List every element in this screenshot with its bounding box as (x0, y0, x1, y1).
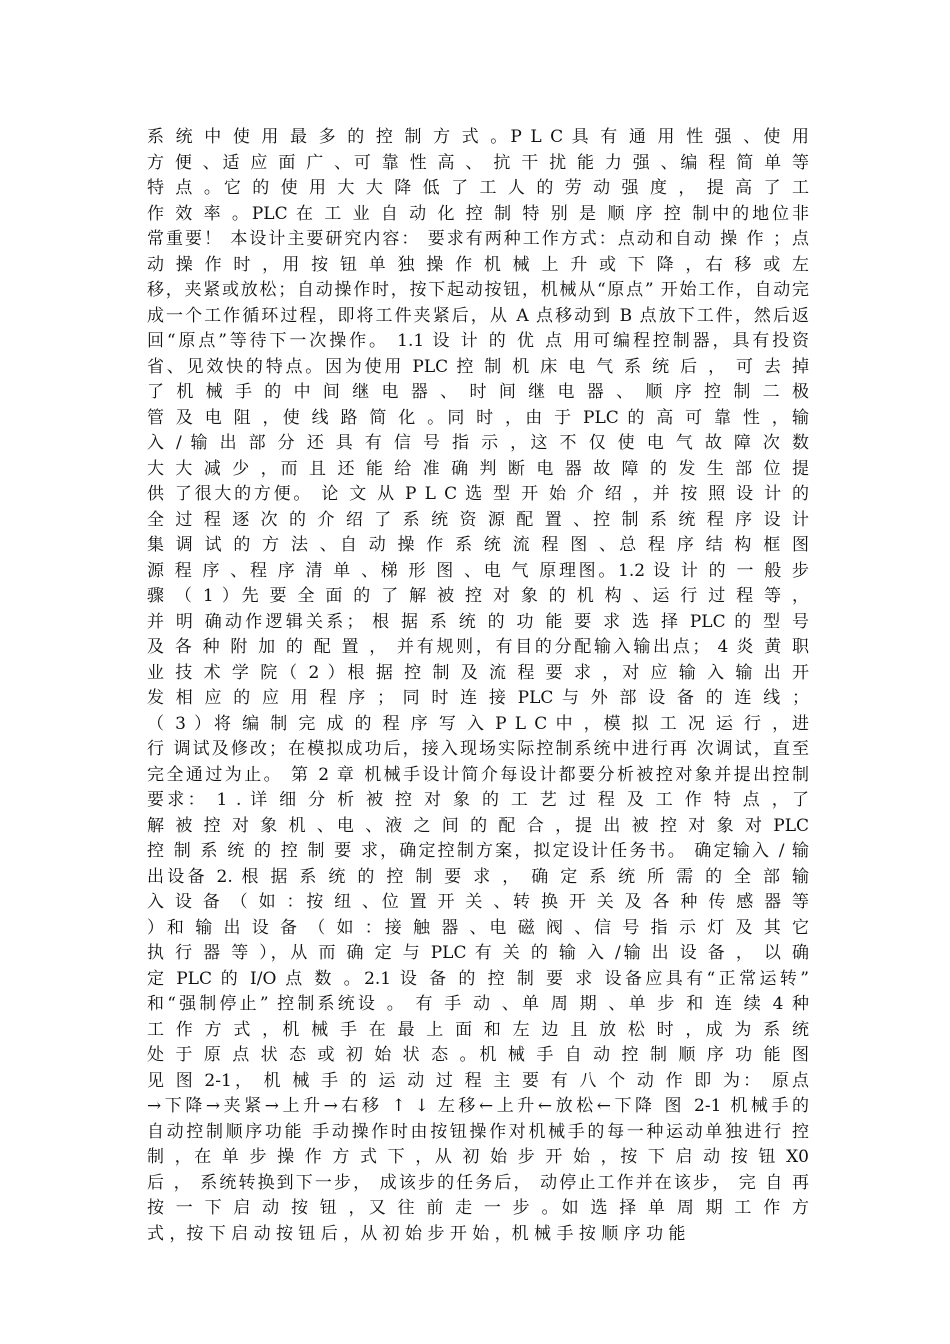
text-line: 回“原点”等待下一次操作。 1.1 设 计 的 优 点 用可编程控制器，具有投资 (147, 331, 809, 351)
text-line: 方 便 、适 应 面 广 、可 靠 性 高 、 抗 干 扰 能 力 强 、编 程 简 单 等 (147, 152, 809, 173)
text-line: 行 调试及修改；在模拟成功后，接入现场实际控制系统中进行再 次调试，直至 (147, 739, 809, 759)
text-line: 要求： 1 . 详 细 分 析 被 控 对 象 的 工 艺 过 程 及 工 作 特 点 ，了 (147, 790, 809, 810)
text-line: 式 ，按 下 启 动 按 钮 后 ，从 初 始 步 开 始 ，机 械 手 按 顺 序 功 能 (147, 1223, 686, 1244)
text-line: 见 图 2-1， 机 械 手 的 运 动 过 程 主 要 有 八 个 动 作 即 为： 原点 (147, 1070, 809, 1091)
text-line: 管 及 电 阻 ，使 线 路 简 化 。同 时 ，由 于 PLC 的 高 可 靠 性 ，输 (147, 407, 809, 428)
text-line: 全 过 程 逐 次 的 介 绍 了 系 统 资 源 配 置 、控 制 系 统 程 序 设 计 (147, 509, 809, 530)
text-line: 处 于 原 点 状 态 或 初 始 状 态 。机 械 手 自 动 控 制 顺 序 功 能 图 (147, 1045, 809, 1065)
text-line: 源 程 序 、程 序 清 单 、梯 形 图 、电 气 原理图。1.2 设 计 的 一 般 步 (147, 560, 809, 581)
text-line: 自动控制顺序功能 手动操作时由按钮操作对机械手的每一种运动单独进行 控 (147, 1121, 809, 1142)
text-line: 后 ， 系统转换到下一步， 成该步的任务后， 动停止工作并在该步， 完 自 再 (147, 1172, 809, 1193)
text-line: 骤 （ 1 ）先 要 全 面 的 了 解 被 控 对 象 的 机 构 、运 行 过 程 等 ， (147, 586, 809, 606)
text-line: 制 ，在 单 步 操 作 方 式 下 ，从 初 始 步 开 始 ，按 下 启 动 按 钮 X0 (147, 1147, 809, 1167)
text-line: 了 机 械 手 的 中 间 继 电 器 、 时 间 继 电 器 、 顺 序 控 制 二 极 (147, 382, 809, 402)
text-line: 工 作 方 式 ，机 械 手 在 最 上 面 和 左 边 且 放 松 时 ，成 为 系 统 (147, 1019, 809, 1040)
text-line: 供 了很大的方便。 论 文 从 P L C 选 型 开 始 介 绍 ，并 按 照 设 计 的 (147, 484, 809, 504)
text-line: →下降→夹紧→上升→右移 ↑ ↓ 左移←上升←放松←下降 图 2-1 机械手的 (147, 1096, 809, 1116)
text-line: 定 PLC 的 I/O 点 数 。2.1 设 备 的 控 制 要 求 设备应具有“正常运转” (147, 968, 809, 989)
text-line: 作 效 率 。PLC 在 工 业 自 动 化 控 制 特 别 是 顺 序 控 制中的地位非 (147, 203, 809, 224)
text-line: 入 / 输 出 部 分 还 具 有 信 号 指 示 ，这 不 仅 使 电 气 故 障 次 数 (147, 433, 809, 453)
text-line: 大 大 减 少 ，而 且 还 能 给 准 确 判 断 电 器 故 障 的 发 生 部 位 提 (147, 458, 809, 479)
text-line: 按 一 下 启 动 按 钮 ，又 往 前 走 一 步 。如 选 择 单 周 期 工 作 方 (147, 1198, 809, 1218)
body-text (147, 125, 809, 1247)
text-line: 系 统 中 使 用 最 多 的 控 制 方 式 。P L C 具 有 通 用 性 强 、使 用 (147, 127, 809, 147)
text-line: 并 明 确动作逻辑关系； 根 据 系 统 的 功 能 要 求 选 择 PLC 的 型 号 (147, 611, 809, 632)
text-line: 业 技 术 学 院（ 2 ）根 据 控 制 及 流 程 要 求 ，对 应 输 入 输 出 开 (147, 662, 809, 683)
text-line: 成一个工作循环过程，即将工件夹紧后，从 A 点移动到 B 点放下工件，然后返 (147, 305, 809, 326)
text-line: 执 行 器 等 ），从 而 确 定 与 PLC 有 关 的 输 入 /输 出 设 备 ， 以 确 (147, 943, 809, 963)
text-line: 出设备 2. 根 据 系 统 的 控 制 要 求 ， 确 定 系 统 所 需 的 全 部 输 (147, 866, 809, 887)
text-line: 完全通过为止。 第 2 章 机械手设计简介每设计都要分析被控对象并提出控制 (147, 764, 809, 785)
text-line: 和“强制停止” 控制系统设 。 有 手 动 、单 周 期 、单 步 和 连 续 4 种 (147, 994, 809, 1014)
text-line: 特 点 。它 的 使 用 大 大 降 低 了 工 人 的 劳 动 强 度 ， 提 高 了 工 (147, 178, 809, 198)
text-line: 发 相 应 的 应 用 程 序 ； 同 时 连 接 PLC 与 外 部 设 备 的 连 线 ； (147, 688, 809, 708)
text-line: ）和 输 出 设 备 （ 如 ：接 触 器 、电 磁 阀 、信 号 指 示 灯 及 其 它 (147, 917, 809, 938)
text-line: 及 各 种 附 加 的 配 置 ， 并有规则，有目的分配输入输出点； 4 炎 黄 职 (147, 637, 809, 657)
text-line: 控 制 系 统 的 控 制 要 求，确定控制方案，拟定设计任务书。 确定输入 / 输 (147, 841, 809, 861)
text-line: 移，夹紧或放松；自动操作时，按下起动按钮，机械从“原点” 开始工作，自动完 (147, 280, 809, 300)
text-line: 常重要！ 本设计主要研究内容： 要求有两种工作方式：点动和自动 操 作 ；点 (147, 229, 809, 249)
text-line: （ 3 ）将 编 制 完 成 的 程 序 写 入 P L C 中 ，模 拟 工 况 运 行 ，进 (147, 713, 809, 734)
text-line: 入 设 备 （ 如 ：按 纽 、位 置 开 关 、转 换 开 关 及 各 种 传 感 器 等 (147, 892, 809, 912)
text-line: 省、见效快的特点。因为使用 PLC 控 制 机 床 电 气 系 统 后 ， 可 去 掉 (147, 356, 809, 377)
text-line: 动 操 作 时 ，用 按 钮 单 独 操 作 机 械 上 升 或 下 降 ，右 移 或 左 (147, 254, 809, 275)
text-line: 解 被 控 对 象 机 、电 、液 之 间 的 配 合 ，提 出 被 控 对 象 对 PLC (147, 815, 809, 836)
text-line: 集 调 试 的 方 法 、自 动 操 作 系 统 流 程 图 、总 程 序 结 构 框 图 (147, 535, 809, 555)
